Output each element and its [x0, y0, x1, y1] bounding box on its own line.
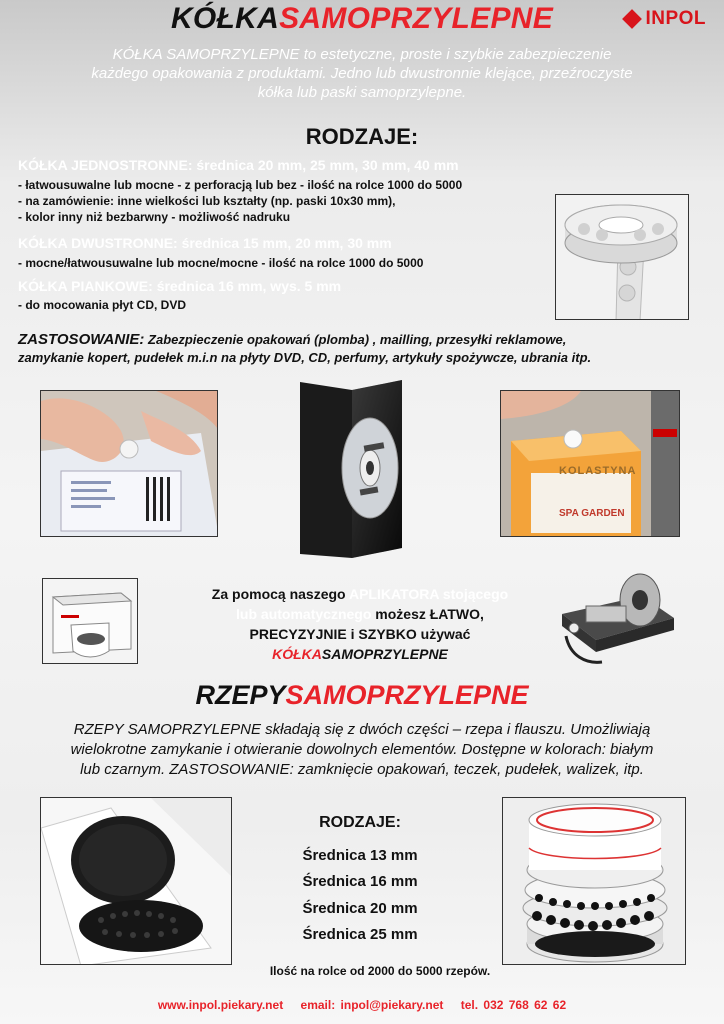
rzepy-rodzaje-heading: RODZAJE: — [319, 814, 401, 831]
velcro-rolls-photo — [502, 797, 686, 965]
page-title — [0, 2, 724, 36]
dvd-case-illustration — [290, 378, 410, 564]
applicator-machine-illustration — [556, 566, 678, 672]
velcro-rolls-illustration — [503, 798, 686, 965]
rzepy-title-red: SAMOPRZYLEPNE — [285, 680, 529, 710]
jednostronne-title: KÓŁKA JEDNOSTRONNE: średnica 20 mm, 25 mm, 30 mm, 40 mm — [18, 157, 459, 173]
velcro-illustration — [41, 798, 232, 965]
logo-text: INPOL — [645, 8, 706, 29]
rzepy-ilosc: Ilość na rolce od 2000 do 5000 rzepów. — [269, 964, 491, 978]
hands-illustration — [41, 391, 218, 537]
intro-lead: KÓŁKA SAMOPRZYLEPNE — [112, 46, 300, 63]
title-red-part: SAMOPRZYLEPNE — [279, 2, 554, 35]
aplikator-l1b: APLIKATORA stojącego — [348, 586, 509, 602]
rzepy-line2: wielokrotne zamykanie i otwieranie dowolnych elementów. Dostępne w kolorach: białym — [70, 741, 654, 758]
aplikator-l4-red: KÓŁKA — [272, 646, 322, 662]
diameter-13: Średnica 13 mm — [302, 847, 418, 864]
dwustronne-title: KÓŁKA DWUSTRONNE: średnica 15 mm, 20 mm, 30 mm — [18, 235, 392, 251]
applicator-machine-photo — [556, 566, 678, 672]
intro-text — [40, 45, 684, 102]
zastosowanie-line2: zamykanie kopert, pudełek m.i.n na płyty DVD, CD, perfumy, artykuły spożywcze, ubrania itp. — [18, 350, 592, 365]
box-brand-text: KOLASTYNA — [559, 465, 637, 477]
label-roll-photo — [555, 194, 689, 320]
hands-applying-label-photo — [40, 390, 218, 537]
intro-line3: kółka lub paski samoprzylepne. — [257, 84, 467, 101]
diameter-25: Średnica 25 mm — [302, 926, 418, 943]
diameter-16: Średnica 16 mm — [302, 873, 418, 890]
aplikator-l4-black: SAMOPRZYLEPNE — [321, 646, 448, 662]
rzepy-description — [24, 720, 700, 780]
rzepy-line1: RZEPY SAMOPRZYLEPNE składają się z dwóch części – rzepa i flauszu. Umożliwiają — [73, 721, 651, 738]
footer-www-link[interactable]: www.inpol.piekary.net — [157, 998, 284, 1012]
product-box-photo — [500, 390, 680, 537]
aplikator-l2a: lub automatycznego — [236, 606, 372, 622]
rodzaje-heading: RODZAJE: — [305, 124, 419, 149]
footer-contact — [0, 998, 724, 1012]
footer-tel: tel. 032 768 62 62 — [460, 998, 567, 1012]
aplikator-l2b: możesz ŁATWO, — [371, 606, 484, 622]
dvd-case-photo — [290, 378, 410, 564]
diameter-20: Średnica 20 mm — [302, 900, 418, 917]
rzepy-heading — [0, 680, 724, 711]
aplikator-l3: PRECYZYJNIE i SZYBKO używać — [249, 626, 471, 642]
zastosowanie-text — [18, 331, 698, 367]
diamond-logo-icon — [623, 9, 643, 29]
piankowe-title: KÓŁKA PIANKOWE: średnica 16 mm, wys. 5 mm — [18, 278, 342, 294]
dispenser-box-photo — [42, 578, 138, 664]
aplikator-l1a: Za pomocą naszego — [211, 586, 349, 602]
rzepy-line3: lub czarnym. ZASTOSOWANIE: zamknięcie opakowań, teczek, pudełek, walizek, itp. — [80, 761, 644, 778]
piankowe-line-1: - do mocowania płyt CD, DVD — [18, 298, 187, 312]
rzepy-title-black: RZEPY — [195, 680, 286, 710]
intro-line2: każdego opakowania z produktami. Jedno lub dwustronnie klejące, przeźroczyste — [91, 65, 633, 82]
footer-email-link[interactable]: email: inpol@piekary.net — [300, 998, 444, 1012]
zastosowanie-label: ZASTOSOWANIE: — [18, 331, 145, 348]
label-roll-illustration — [556, 195, 689, 320]
title-black-part: KÓŁKA — [170, 2, 280, 35]
jednostronne-line-3: - kolor inny niż bezbarwny - możliwość nadruku — [18, 210, 291, 224]
velcro-dots-photo — [40, 797, 232, 965]
jednostronne-line-1: - łatwousuwalne lub mocne - z perforacją lub bez - ilość na rolce 1000 do 5000 — [18, 178, 463, 192]
dispenser-box-illustration — [43, 579, 138, 664]
zastosowanie-line1: Zabezpieczenie opakowań (plomba) , mailling, przesyłki reklamowe, — [144, 332, 567, 347]
dwustronne-line-1: - mocne/łatwousuwalne lub mocne/mocne - ilość na rolce 1000 do 5000 — [18, 256, 424, 270]
aplikator-text — [150, 584, 570, 664]
jednostronne-line-2: - na zamówienie: inne wielkości lub kształty (np. paski 10x30 mm), — [18, 194, 396, 208]
box-sub-text: SPA GARDEN — [559, 508, 625, 519]
intro-line1: to estetyczne, proste i szybkie zabezpieczenie — [299, 46, 612, 63]
inpol-logo — [625, 8, 706, 30]
